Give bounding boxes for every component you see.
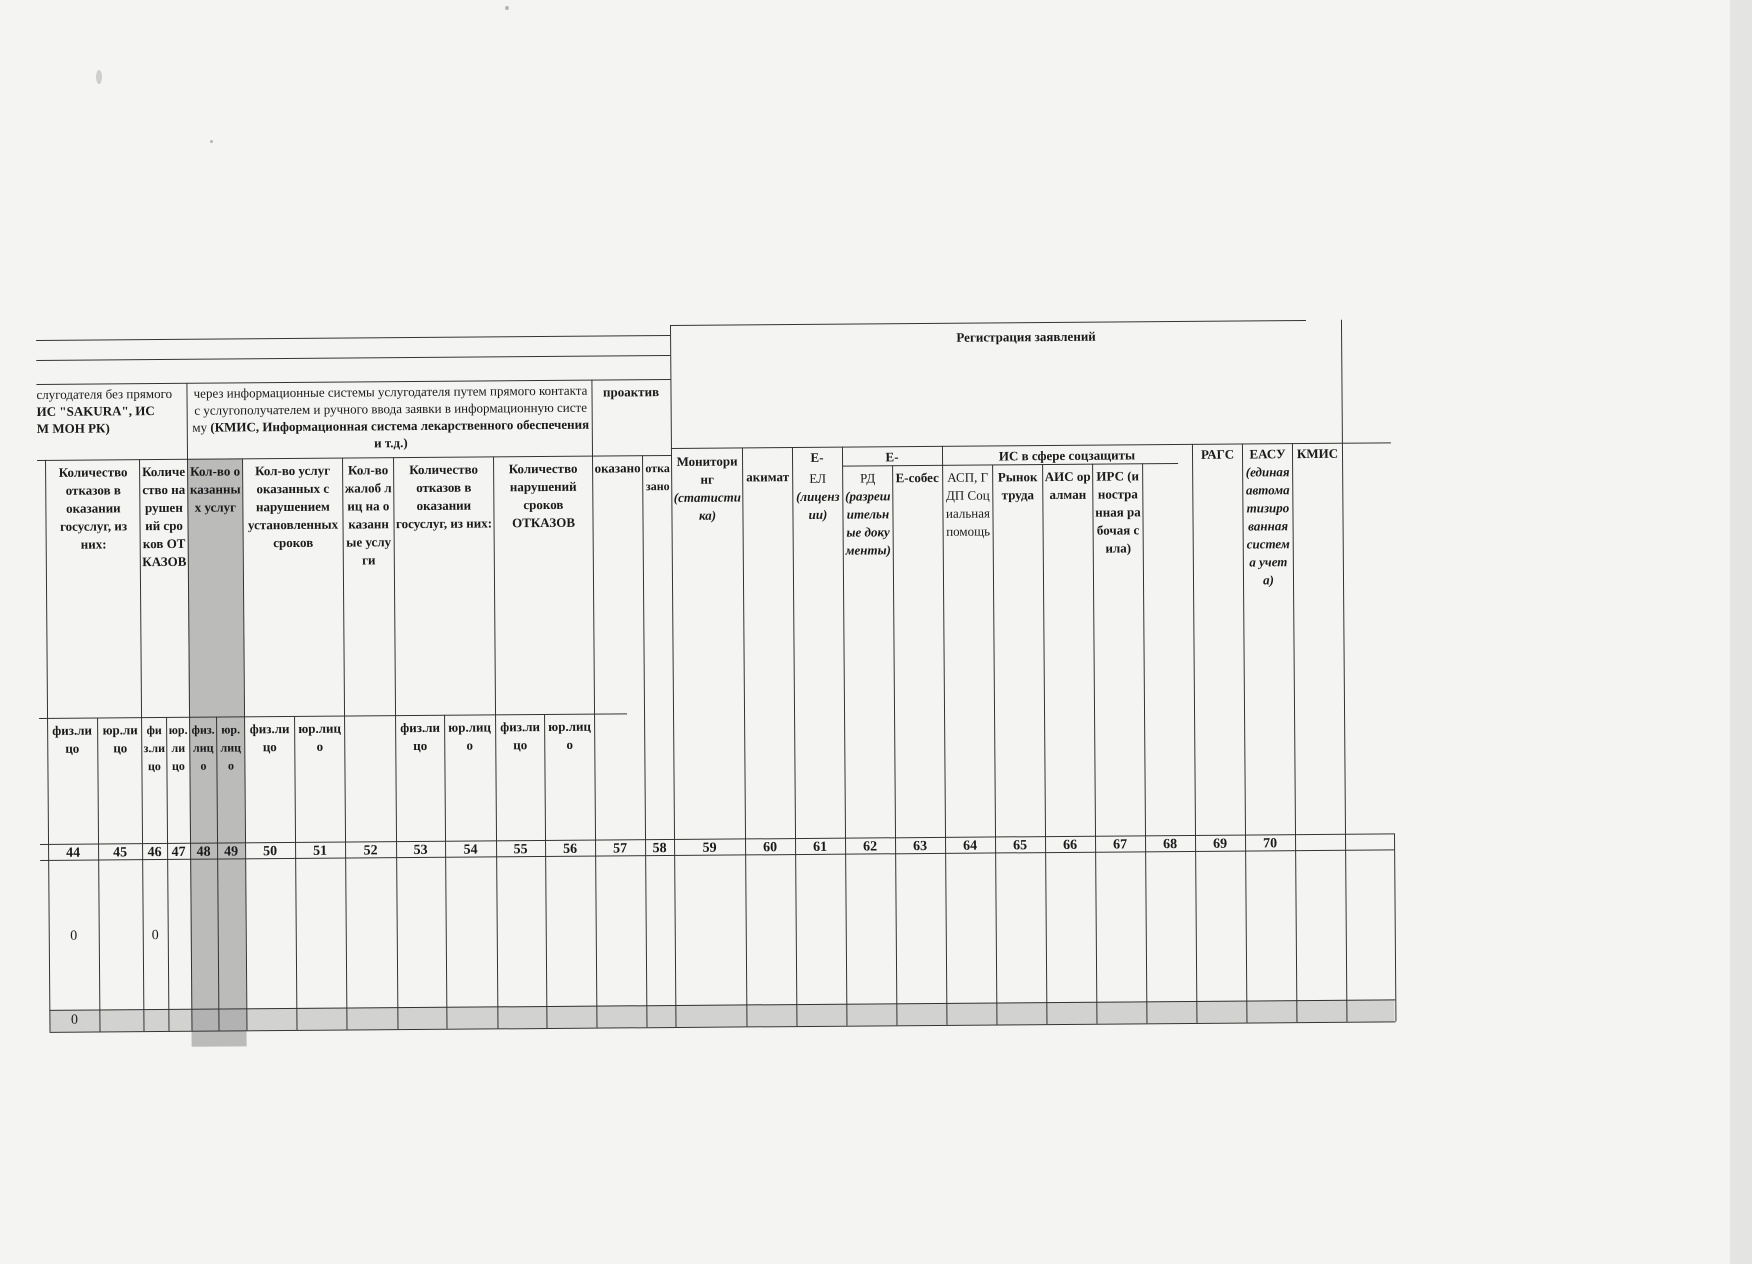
header-60: акимат [746,469,790,485]
group-mid-bold: (КМИС, Информационная система лекарственного обеспечения и т.д.) [210,416,590,451]
col-number: 47 [171,844,186,860]
col-number: 70 [1263,836,1278,852]
header-62-title: РД [860,470,876,486]
header-61-title: ЕЛ [809,470,827,486]
scan-speck [505,6,509,10]
sub-44-fiz: физ.лицо [52,722,93,756]
header-50-51: Кол-во услуг оказанных с нарушением установленных сроков [247,462,339,551]
group-mid-header [191,382,590,457]
col-number: 58 [652,841,667,857]
col-number: 51 [313,843,328,859]
col-number: 52 [363,843,378,859]
e-top: Е- [885,449,899,465]
col-number: 64 [963,838,978,854]
sub-46-fiz: физ.лицо [143,723,166,774]
sub-53-fiz: физ.лицо [400,719,441,754]
header-63: Е-собес [895,469,939,486]
col-number: 66 [1063,837,1078,853]
header-55-56: Количество нарушений сроков ОТКАЗОВ [508,460,578,531]
header-69-sub: (единая автоматизированная система учета) [1245,464,1290,588]
col-number: 54 [463,842,478,858]
header-70: КМИС [1296,445,1339,462]
sub-49-yur: юр.лицо [220,722,242,773]
header-44-45: Количество отказов в оказании госуслуг, из них: [58,464,128,552]
sub-50-fiz: физ.лицо [249,721,290,755]
group-left-line1: слугодателя без прямого [36,385,173,402]
sub-54-yur: юр.лицо [448,719,492,753]
total-value-44: 0 [70,1012,78,1028]
header-46-47: Количество нарушений сроков ОТКАЗОВ [142,463,187,570]
registration-header: Регистрация заявлений [956,328,1096,345]
header-62-sub: (разрешительные документы) [845,488,891,558]
col-number: 55 [513,842,528,858]
header-59 [673,452,742,573]
header-61 [794,470,842,570]
col-number: 53 [413,842,428,859]
header-69 [1244,445,1292,635]
col-number: 46 [147,845,162,861]
sub-47-yur: юр.лицо [168,722,188,773]
group-mid-normal: через информационные системы услугодателя путем прямого контакта с услугополучателем и ручного ввода заявки в информационную систему [192,382,588,435]
header-57: оказано [594,460,641,476]
header-62 [844,469,892,599]
col-number: 69 [1213,836,1228,852]
header-66: АИС оралман [1044,468,1091,503]
sub-51-yur: юр.лицо [298,720,342,754]
col-number: 49 [224,844,239,860]
col-number: 65 [1013,838,1028,854]
col-number: 45 [113,845,128,861]
col-number: 57 [613,841,628,857]
value-46: 0 [151,928,159,944]
col-number: 44 [66,845,81,861]
proactive-header: проактив [602,384,660,400]
col-number: 68 [1163,837,1178,853]
report-table [36,319,1397,1050]
header-52: Кол-во жалоб лиц на оказанные услуги [344,462,392,568]
header-48-49: Кол-во оказанных услуг [189,463,241,515]
header-65: Рынок труда [997,469,1038,503]
col-number: 48 [196,844,211,860]
col-number: 60 [763,840,778,856]
sub-56-yur: юр.лицо [548,718,592,752]
header-64: АСП, ГДП Социальная помощь [945,469,991,539]
value-44: 0 [70,928,78,944]
header-58: отказано [645,461,670,494]
scan-edge [1730,0,1752,1264]
header-61-sub: (лицензии) [796,488,840,522]
col-number: 61 [813,839,828,855]
header-59-sub: (статистика) [673,489,741,523]
header-53-54: Количество отказов в оказании госуслуг, из них: [395,461,493,532]
header-68: РАГС [1200,446,1235,462]
scan-speck [210,140,213,143]
sub-55-fiz: физ.лицо [500,719,541,753]
header-69-title: ЕАСУ [1249,446,1286,462]
group-left-line2: ИС "SAKURA", ИС [36,403,155,419]
sub-48-fiz: физ.лицо [191,722,215,773]
group-left-line3: М МОН РК) [36,420,110,436]
sub-45-yur: юр.лицо [102,722,138,756]
col-number: 56 [563,841,578,857]
group-left-header [36,385,187,456]
col-number: 62 [863,839,878,855]
e-akimat-top: Е- [810,449,824,465]
col-number: 50 [263,844,278,860]
col-number: 59 [702,840,717,856]
scan-speck [96,70,102,84]
header-67: ИРС (иностранная рабочая сила) [1095,468,1141,556]
col-number: 67 [1113,837,1128,853]
header-59-title: Мониторинг [676,453,738,487]
soc-group-header: ИС в сфере соцзащиты [998,447,1136,464]
col-number: 63 [913,839,928,855]
